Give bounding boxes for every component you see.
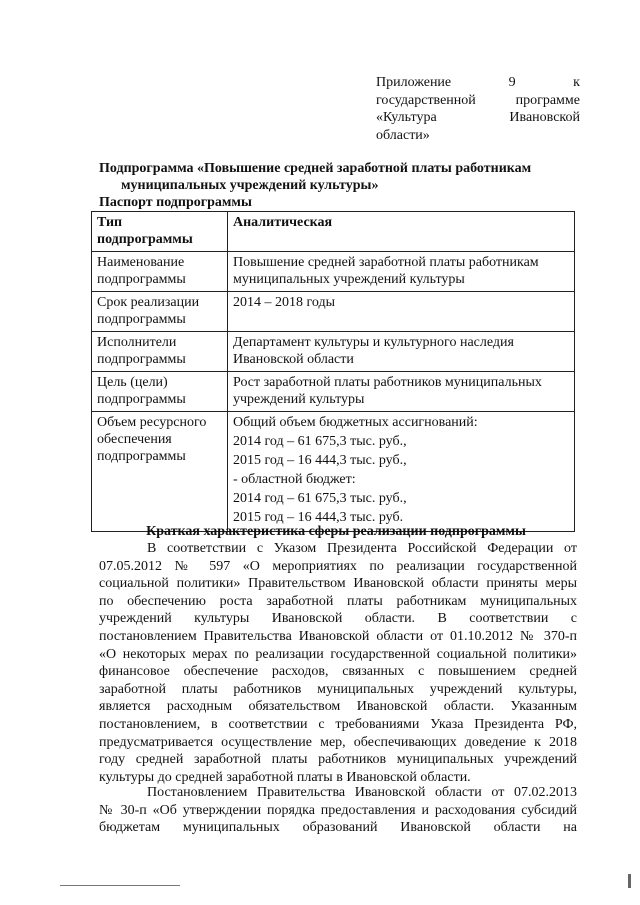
appendix-word: «Культура	[376, 110, 437, 125]
label-line: Тип	[97, 215, 123, 230]
passport-label	[92, 252, 228, 292]
value-line: муниципальных учреждений культуры	[233, 272, 465, 287]
subprogram-title	[99, 160, 599, 194]
label-line: подпрограммы	[97, 352, 186, 367]
passport-value	[228, 292, 575, 332]
value-line: учреждений культуры	[233, 392, 365, 407]
appendix-word: области»	[376, 127, 430, 143]
appendix-line-2	[376, 92, 580, 110]
value-line: 2015 год – 16 444,3 тыс. руб.	[233, 510, 404, 525]
passport-value	[228, 212, 575, 252]
value-line: 2014 год – 61 675,3 тыс. руб.,	[233, 434, 407, 449]
text-line: году средней заработной платы работников муниципальных учреждений	[99, 752, 577, 768]
value-line: Общий объем бюджетных ассигнований:	[233, 415, 478, 430]
scan-artifact-line	[60, 885, 180, 886]
value-line: 2014 – 2018 годы	[233, 295, 336, 310]
table-row	[92, 252, 575, 292]
appendix-word: государственной	[376, 92, 476, 108]
paragraph-2	[99, 784, 577, 837]
text-line: бюджетам муниципальных образований Ивановской области на	[99, 820, 577, 836]
value-line: Ивановской области	[233, 352, 354, 367]
passport-value	[228, 332, 575, 372]
appendix-line-4	[376, 127, 580, 145]
passport-label	[92, 332, 228, 372]
passport-label	[92, 292, 228, 332]
passport-value	[228, 372, 575, 412]
subprogram-title-line-2: муниципальных учреждений культуры»	[121, 178, 379, 193]
label-line: подпрограммы	[97, 232, 193, 247]
text-line: № 30-п «Об утверждении порядка предоставления и расходования субсидий	[99, 802, 577, 818]
value-line: Аналитическая	[233, 215, 333, 230]
label-line: подпрограммы	[97, 272, 186, 287]
table-row	[92, 412, 575, 532]
label-line: Наименование	[97, 255, 185, 270]
text-line: предусматривается осуществление мер, обеспечивающих доведение к 2018	[99, 734, 577, 750]
text-line: по обеспечению роста заработной платы работникам муниципальных	[99, 593, 577, 609]
value-line: Департамент культуры и культурного наследия	[233, 335, 514, 350]
label-line: подпрограммы	[97, 449, 186, 464]
scan-artifact-mark	[628, 874, 631, 888]
label-line: Цель (цели)	[97, 375, 168, 390]
passport-value	[228, 252, 575, 292]
text-line: Постановлением Правительства Ивановской области от 07.02.2013	[147, 785, 577, 800]
passport-table	[91, 211, 575, 532]
appendix-word: к	[573, 75, 580, 90]
text-line: постановлением, в соответствии с требованиями Указа Президента РФ,	[99, 716, 577, 732]
passport-label	[92, 372, 228, 412]
text-line: заработной платы работников муниципальных учреждений культуры,	[99, 681, 577, 697]
table-row	[92, 212, 575, 252]
appendix-note	[376, 74, 580, 144]
table-row	[92, 292, 575, 332]
section-heading: Краткая характеристика сферы реализации подпрограммы	[146, 524, 526, 539]
label-line: Объем ресурсного	[97, 415, 207, 430]
text-line: финансовое обеспечение расходов, связанных с повышением средней	[99, 664, 577, 680]
passport-title: Паспорт подпрограммы	[99, 195, 252, 210]
text-line: социальной политики» Правительством Ивановской области приняты меры	[99, 576, 577, 592]
subprogram-title-line-1: Подпрограмма «Повышение средней заработной платы работникам	[99, 161, 532, 176]
text-line: культуры до средней заработной платы в Ивановской области.	[99, 769, 471, 785]
appendix-word: Ивановской	[509, 110, 580, 125]
text-line: постановлением Правительства Ивановской области от 01.10.2012 № 370-п	[99, 628, 577, 644]
label-line: подпрограммы	[97, 392, 186, 407]
paragraph-1	[99, 540, 577, 786]
text-line: В соответствии с Указом Президента Российской Федерации от	[147, 541, 577, 556]
label-line: обеспечения	[97, 432, 172, 447]
label-line: Срок реализации	[97, 295, 200, 310]
appendix-word: Приложение	[376, 75, 452, 90]
appendix-word: программе	[515, 92, 580, 108]
value-line: Повышение средней заработной платы работникам	[233, 255, 539, 270]
text-line: учреждений культуры Ивановской области. В соответствии с	[99, 611, 577, 627]
appendix-line-3	[376, 109, 580, 127]
appendix-number: 9	[508, 75, 516, 90]
passport-value	[228, 412, 575, 532]
table-row	[92, 332, 575, 372]
value-line: Рост заработной платы работников муниципальных	[233, 375, 542, 390]
passport-label	[92, 212, 228, 252]
label-line: Исполнители	[97, 335, 177, 350]
appendix-line-1	[376, 74, 580, 92]
passport-label	[92, 412, 228, 532]
value-line: 2014 год – 61 675,3 тыс. руб.,	[233, 491, 407, 506]
text-line: «О некоторых мерах по реализации государственной социальной политики»	[99, 646, 577, 662]
table-row	[92, 372, 575, 412]
text-line: является расходным обязательством Ивановской области. Указанным	[99, 699, 577, 715]
value-line: 2015 год – 16 444,3 тыс. руб.,	[233, 453, 407, 468]
label-line: подпрограммы	[97, 312, 186, 327]
text-line: 07.05.2012 № 597 «О мероприятиях по реализации государственной	[99, 558, 577, 574]
value-line: - областной бюджет:	[233, 472, 356, 487]
